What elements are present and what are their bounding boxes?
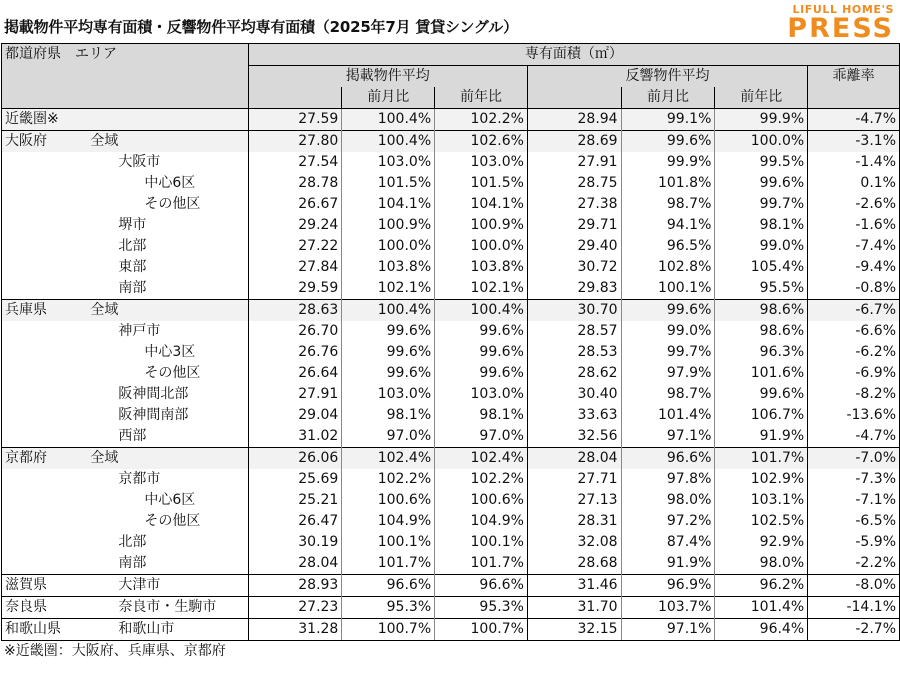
cell-listing-area: 27.80 [248,131,342,153]
cell-prefecture [2,173,88,194]
cell-divergence: -7.3% [808,469,900,490]
cell-listing-area: 27.22 [298,238,339,254]
cell-prefecture [2,469,88,490]
cell-divergence: -6.5% [808,511,900,532]
cell-prefecture: 京都府 [2,448,88,470]
header-listing-mom: 前月比 [342,87,435,109]
cell-prefecture [2,215,88,236]
header-pref-area: 都道府県 エリア [2,44,249,109]
cell-response-yoy: 98.6% [715,321,808,342]
cell-divergence: -8.2% [808,384,900,405]
cell-response-mom: 96.6% [621,448,715,470]
cell-response-mom: 97.9% [621,363,715,384]
cell-divergence: -7.1% [808,490,900,511]
cell-listing-area: 26.67 [298,196,339,212]
cell-listing-mom: 102.2% [342,469,435,490]
cell-listing-mom: 99.6% [342,321,435,342]
cell-area: 堺市 [87,215,248,236]
cell-response-yoy: 99.0% [715,236,808,257]
cell-response-area: 30.40 [577,386,618,402]
cell-area: 中心6区 [87,173,248,194]
cell-response-yoy: 99.6% [715,384,808,405]
cell-listing-yoy: 99.6% [435,363,528,384]
cell-listing-area: 31.02 [298,428,339,444]
cell-listing-yoy: 104.9% [435,511,528,532]
cell-listing-mom: 103.0% [342,152,435,173]
cell-response-area: 29.40 [577,238,618,254]
cell-listing-yoy: 100.7% [435,619,528,641]
header-response-mom: 前月比 [621,87,715,109]
cell-divergence: -2.6% [808,194,900,215]
cell-listing-yoy: 101.5% [435,173,528,194]
cell-listing-area: 25.21 [298,492,339,508]
header-response: 反響物件平均 [527,66,807,88]
cell-area: 全域 [87,131,248,153]
cell-listing-area: 27.84 [298,259,339,275]
cell-response-area: 33.63 [577,407,618,423]
table-row [2,300,900,322]
cell-divergence: 0.1% [808,173,900,194]
cell-area: 大津市 [87,575,248,597]
cell-response-yoy: 101.7% [715,448,808,470]
cell-response-mom: 99.1% [621,109,715,131]
cell-prefecture [2,490,88,511]
cell-response-area: 28.04 [527,448,621,470]
cell-listing-area: 31.28 [248,619,342,641]
cell-listing-area: 29.04 [298,407,339,423]
cell-prefecture: 兵庫県 [2,300,88,322]
cell-listing-mom: 103.0% [342,384,435,405]
cell-listing-mom: 102.1% [342,278,435,300]
cell-response-mom: 101.8% [621,173,715,194]
cell-listing-yoy: 103.0% [435,152,528,173]
table-row [2,257,900,278]
cell-response-yoy: 105.4% [715,257,808,278]
cell-divergence: -6.6% [808,321,900,342]
cell-listing-mom: 100.4% [342,131,435,153]
cell-listing-yoy: 99.6% [435,342,528,363]
cell-listing-mom: 97.0% [342,426,435,448]
cell-prefecture [2,511,88,532]
cell-listing-area: 26.47 [298,513,339,529]
table-row [2,363,900,384]
cell-response-mom: 102.8% [621,257,715,278]
cell-prefecture: 奈良県 [2,597,88,619]
cell-prefecture [2,152,88,173]
cell-listing-yoy: 100.1% [435,532,528,553]
cell-response-yoy: 99.5% [715,152,808,173]
cell-response-area: 28.57 [577,323,618,339]
cell-response-area: 27.71 [577,471,618,487]
cell-listing-yoy: 97.0% [435,426,528,448]
cell-response-yoy: 95.5% [715,278,808,300]
cell-response-yoy: 98.0% [715,553,808,575]
cell-listing-mom: 99.6% [342,363,435,384]
cell-response-area: 27.38 [577,196,618,212]
cell-response-area: 30.70 [527,300,621,322]
cell-listing-yoy: 102.2% [435,109,528,131]
cell-area: 全域 [87,448,248,470]
cell-listing-mom: 103.8% [342,257,435,278]
cell-divergence: -6.9% [808,363,900,384]
cell-listing-area: 29.59 [298,280,339,296]
cell-response-yoy: 96.4% [715,619,808,641]
table-row [2,405,900,426]
cell-area: 北部 [87,236,248,257]
table-row [2,342,900,363]
header-response-yoy: 前年比 [715,87,808,109]
cell-listing-mom: 100.0% [342,236,435,257]
cell-listing-mom: 102.4% [342,448,435,470]
cell-area: 南部 [87,278,248,300]
cell-response-area: 31.46 [527,575,621,597]
table-row [2,490,900,511]
table-row [2,426,900,448]
cell-listing-yoy: 102.1% [435,278,528,300]
cell-response-area: 31.70 [527,597,621,619]
cell-response-area: 32.08 [577,534,618,550]
cell-response-yoy: 91.9% [715,426,808,448]
cell-listing-yoy: 95.3% [435,597,528,619]
table-row [2,236,900,257]
cell-listing-mom: 100.1% [342,532,435,553]
footnote: ※近畿圏：大阪府、兵庫県、京都府 [4,643,226,659]
cell-response-mom: 97.1% [621,619,715,641]
table-row [2,321,900,342]
cell-listing-area: 27.59 [248,109,342,131]
cell-area: 和歌山市 [87,619,248,641]
cell-listing-mom: 104.9% [342,511,435,532]
cell-listing-mom: 100.7% [342,619,435,641]
cell-listing-mom: 100.4% [342,109,435,131]
cell-listing-area: 30.19 [298,534,339,550]
table-row [2,194,900,215]
cell-area: 阪神間北部 [87,384,248,405]
cell-response-mom: 103.7% [621,597,715,619]
cell-listing-area: 26.76 [298,344,339,360]
cell-listing-yoy: 98.1% [435,405,528,426]
cell-listing-area: 26.70 [298,323,339,339]
cell-listing-mom: 101.5% [342,173,435,194]
brand-logo-main: PRESS [787,13,894,44]
cell-response-mom: 98.0% [621,490,715,511]
cell-divergence: -4.7% [808,426,900,448]
cell-response-area: 29.83 [577,280,618,296]
cell-listing-area: 29.24 [298,217,339,233]
cell-response-area: 28.68 [577,555,618,571]
cell-response-mom: 94.1% [621,215,715,236]
cell-area: 阪神間南部 [87,405,248,426]
cell-listing-yoy: 103.0% [435,384,528,405]
cell-listing-area: 26.64 [298,365,339,381]
cell-prefecture [2,257,88,278]
cell-prefecture: 滋賀県 [2,575,88,597]
cell-listing-area: 28.63 [248,300,342,322]
cell-prefecture: 近畿圏※ [2,109,88,131]
cell-response-yoy: 101.6% [715,363,808,384]
cell-prefecture [2,278,88,300]
cell-area: 東部 [87,257,248,278]
cell-response-mom: 97.2% [621,511,715,532]
cell-divergence: -8.0% [808,575,900,597]
brand-logo-top: LIFULL HOME'S [792,3,894,16]
cell-prefecture: 和歌山県 [2,619,88,641]
cell-area: 西部 [87,426,248,448]
cell-divergence: -1.6% [808,215,900,236]
table-row [2,173,900,194]
brand-logo [787,3,894,42]
cell-prefecture [2,342,88,363]
cell-response-area: 27.91 [577,154,618,170]
cell-response-area: 28.31 [577,513,618,529]
cell-response-mom: 96.5% [621,236,715,257]
table-row [2,469,900,490]
table-row [2,131,900,153]
table-row [2,619,900,641]
cell-listing-area: 28.04 [298,555,339,571]
cell-response-area: 28.94 [527,109,621,131]
cell-listing-yoy: 100.4% [435,300,528,322]
cell-response-yoy: 98.1% [715,215,808,236]
header-listing: 掲載物件平均 [248,66,527,88]
cell-listing-mom: 98.1% [342,405,435,426]
cell-listing-area: 27.91 [298,386,339,402]
cell-prefecture: 大阪府 [2,131,88,153]
cell-divergence: -6.2% [808,342,900,363]
cell-response-area: 29.71 [577,217,618,233]
cell-divergence: -9.4% [808,257,900,278]
cell-area: 全域 [87,300,248,322]
cell-response-yoy: 102.5% [715,511,808,532]
cell-response-area: 27.13 [577,492,618,508]
cell-response-mom: 98.7% [621,384,715,405]
cell-response-mom: 99.6% [621,300,715,322]
header-divergence: 乖離率 [808,66,900,109]
cell-response-yoy: 96.2% [715,575,808,597]
cell-response-yoy: 99.9% [715,109,808,131]
cell-area: 奈良市・生駒市 [87,597,248,619]
table-row [2,448,900,470]
header-listing-yoy: 前年比 [435,87,528,109]
cell-listing-yoy: 102.2% [435,469,528,490]
cell-prefecture [2,363,88,384]
cell-divergence: -14.1% [808,597,900,619]
cell-response-yoy: 92.9% [715,532,808,553]
cell-response-mom: 87.4% [621,532,715,553]
table-row [2,511,900,532]
cell-response-area: 28.62 [577,365,618,381]
cell-listing-yoy: 100.0% [435,236,528,257]
cell-divergence: -13.6% [808,405,900,426]
table-row [2,597,900,619]
cell-response-yoy: 102.9% [715,469,808,490]
table-row [2,109,900,131]
cell-area: 南部 [87,553,248,575]
cell-prefecture [2,532,88,553]
cell-divergence: -5.9% [808,532,900,553]
cell-divergence: -0.8% [808,278,900,300]
cell-response-mom: 99.6% [621,131,715,153]
cell-listing-area: 28.78 [298,175,339,191]
cell-response-yoy: 101.4% [715,597,808,619]
cell-prefecture [2,553,88,575]
cell-listing-area: 25.69 [298,471,339,487]
cell-listing-yoy: 99.6% [435,321,528,342]
cell-prefecture [2,236,88,257]
cell-area: その他区 [87,363,248,384]
page-title: 掲載物件平均専有面積・反響物件平均専有面積（2025年7月 賃貸シングル） [4,18,518,36]
cell-listing-area: 28.93 [248,575,342,597]
cell-listing-yoy: 102.6% [435,131,528,153]
cell-listing-yoy: 96.6% [435,575,528,597]
table-row [2,215,900,236]
cell-listing-yoy: 103.8% [435,257,528,278]
cell-response-area: 32.56 [577,428,618,444]
cell-listing-yoy: 101.7% [435,553,528,575]
cell-divergence: -1.4% [808,152,900,173]
cell-response-yoy: 100.0% [715,131,808,153]
cell-area: 神戸市 [87,321,248,342]
cell-area [87,109,248,131]
cell-response-yoy: 106.7% [715,405,808,426]
cell-response-mom: 97.8% [621,469,715,490]
cell-listing-yoy: 100.6% [435,490,528,511]
table-row [2,532,900,553]
cell-divergence: -2.2% [808,553,900,575]
cell-prefecture [2,194,88,215]
cell-prefecture [2,405,88,426]
cell-area: 京都市 [87,469,248,490]
cell-listing-yoy: 100.9% [435,215,528,236]
cell-response-area: 32.15 [527,619,621,641]
header-area-group: 専有面積（㎡） [248,44,899,66]
cell-response-mom: 96.9% [621,575,715,597]
cell-listing-mom: 101.7% [342,553,435,575]
cell-response-area: 28.75 [577,175,618,191]
cell-response-mom: 91.9% [621,553,715,575]
cell-response-area: 28.53 [577,344,618,360]
cell-listing-mom: 104.1% [342,194,435,215]
table-row [2,152,900,173]
cell-listing-mom: 96.6% [342,575,435,597]
data-table [1,43,900,641]
cell-listing-area: 27.54 [298,154,339,170]
cell-response-mom: 97.1% [621,426,715,448]
cell-divergence: -4.7% [808,109,900,131]
cell-response-mom: 101.4% [621,405,715,426]
cell-response-mom: 99.7% [621,342,715,363]
table-row [2,575,900,597]
cell-response-yoy: 96.3% [715,342,808,363]
cell-area: その他区 [87,511,248,532]
cell-area: 大阪市 [87,152,248,173]
table-row [2,384,900,405]
cell-listing-mom: 95.3% [342,597,435,619]
cell-area: 中心3区 [87,342,248,363]
cell-prefecture [2,384,88,405]
cell-response-mom: 99.9% [621,152,715,173]
cell-divergence: -7.4% [808,236,900,257]
table-row [2,553,900,575]
cell-divergence: -6.7% [808,300,900,322]
table-row [2,278,900,300]
cell-listing-yoy: 104.1% [435,194,528,215]
cell-prefecture [2,321,88,342]
cell-listing-yoy: 102.4% [435,448,528,470]
cell-response-area: 28.69 [527,131,621,153]
cell-response-mom: 99.0% [621,321,715,342]
cell-listing-mom: 99.6% [342,342,435,363]
cell-response-yoy: 99.7% [715,194,808,215]
cell-divergence: -7.0% [808,448,900,470]
cell-response-mom: 98.7% [621,194,715,215]
cell-listing-area: 26.06 [248,448,342,470]
cell-response-yoy: 98.6% [715,300,808,322]
cell-response-yoy: 99.6% [715,173,808,194]
cell-listing-area: 27.23 [248,597,342,619]
cell-divergence: -3.1% [808,131,900,153]
cell-response-mom: 100.1% [621,278,715,300]
cell-divergence: -2.7% [808,619,900,641]
cell-response-area: 30.72 [577,259,618,275]
cell-area: その他区 [87,194,248,215]
cell-prefecture [2,426,88,448]
cell-listing-mom: 100.6% [342,490,435,511]
cell-area: 中心6区 [87,490,248,511]
cell-response-yoy: 103.1% [715,490,808,511]
cell-listing-mom: 100.4% [342,300,435,322]
cell-listing-mom: 100.9% [342,215,435,236]
cell-area: 北部 [87,532,248,553]
